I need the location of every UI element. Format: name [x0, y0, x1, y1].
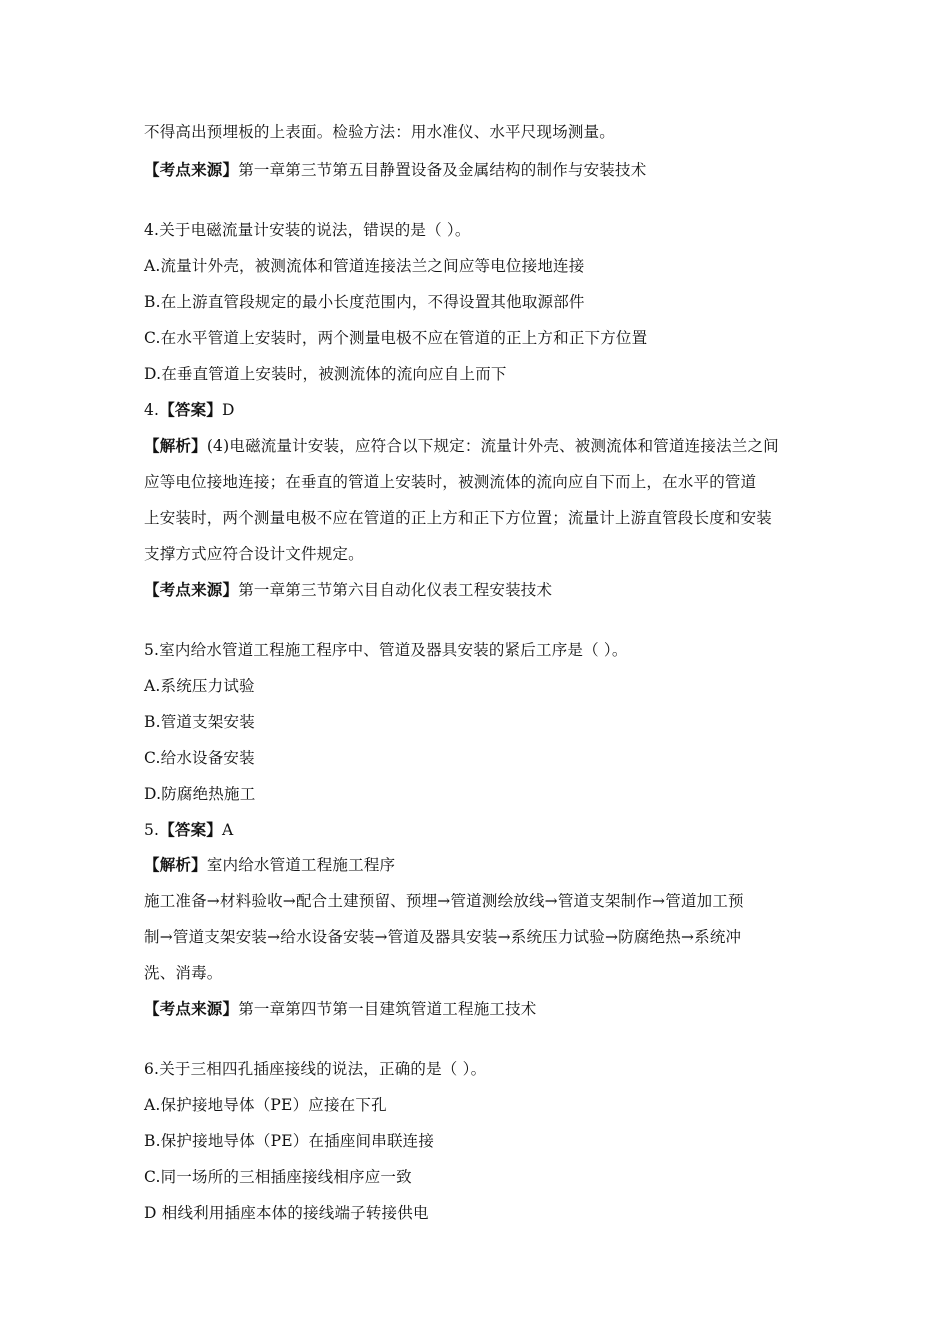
q5-analysis-line-3: 洗、消毒。 [144, 964, 223, 982]
q4-analysis-line-2: 应等电位接地连接；在垂直的管道上安装时，被测流体的流向应自下而上，在水平的管道 [144, 473, 757, 491]
q5-option-a: A.系统压力试验 [144, 677, 255, 695]
source-label: 【考点来源】 [144, 580, 239, 599]
source-label: 【考点来源】 [144, 999, 239, 1018]
analysis-text: (4)电磁流量计安装，应符合以下规定：流量计外壳、被测流体和管道连接法兰之间 [206, 437, 779, 455]
q4-option-d: D.在垂直管道上安装时，被测流体的流向应自上而下 [144, 365, 507, 383]
answer-prefix: 5. [144, 821, 160, 839]
q5-analysis-heading [144, 855, 395, 875]
q4-option-c: C.在水平管道上安装时，两个测量电极不应在管道的正上方和正下方位置 [144, 329, 648, 347]
analysis-title: 室内给水管道工程施工程序 [206, 856, 396, 874]
answer-label: 【答案】 [159, 820, 223, 839]
q4-stem: 4.关于电磁流量计安装的说法，错误的是（ ）。 [144, 221, 471, 239]
q5-analysis-line-1: 施工准备→材料验收→配合土建预留、预埋→管道测绘放线→管道支架制作→管道加工预 [144, 892, 744, 910]
q4-option-b: B.在上游直管段规定的最小长度范围内，不得设置其他取源部件 [144, 293, 585, 311]
q4-answer [144, 400, 235, 420]
q6-option-a: A.保护接地导体（PE）应接在下孔 [144, 1096, 387, 1114]
q5-option-b: B.管道支架安装 [144, 713, 255, 731]
q6-option-b: B.保护接地导体（PE）在插座间串联连接 [144, 1132, 435, 1150]
q5-analysis-line-2: 制→管道支架安装→给水设备安装→管道及器具安装→系统压力试验→防腐绝热→系统冲 [144, 928, 742, 946]
answer-label: 【答案】 [159, 400, 223, 419]
answer-value: A [222, 821, 234, 839]
fragment-source [144, 160, 646, 180]
q4-analysis-line-1 [144, 436, 779, 456]
analysis-label: 【解析】 [144, 855, 207, 874]
q5-stem: 5.室内给水管道工程施工程序中、管道及器具安装的紧后工序是（ ）。 [144, 641, 628, 659]
q4-analysis-line-4: 支撑方式应符合设计文件规定。 [144, 545, 364, 563]
q5-option-d: D.防腐绝热施工 [144, 785, 256, 803]
source-text: 第一章第四节第一目建筑管道工程施工技术 [238, 1000, 537, 1018]
source-label: 【考点来源】 [144, 160, 239, 179]
analysis-label: 【解析】 [144, 436, 207, 455]
q4-analysis-line-3: 上安装时，两个测量电极不应在管道的正上方和正下方位置；流量计上游直管段长度和安装 [144, 509, 773, 527]
source-text: 第一章第三节第五目静置设备及金属结构的制作与安装技术 [238, 161, 647, 179]
answer-value: D [222, 401, 235, 419]
q6-option-c: C.同一场所的三相插座接线相序应一致 [144, 1168, 412, 1186]
q6-stem: 6.关于三相四孔插座接线的说法，正确的是（ ）。 [144, 1060, 487, 1078]
q5-source [144, 999, 537, 1019]
q6-option-d: D 相线利用插座本体的接线端子转接供电 [144, 1204, 429, 1222]
q5-answer [144, 820, 233, 840]
answer-prefix: 4. [144, 401, 160, 419]
source-text: 第一章第三节第六目自动化仪表工程安装技术 [238, 581, 553, 599]
fragment-text: 不得高出预埋板的上表面。检验方法：用水准仪、水平尺现场测量。 [144, 123, 616, 141]
q5-option-c: C.给水设备安装 [144, 749, 255, 767]
q4-option-a: A.流量计外壳，被测流体和管道连接法兰之间应等电位接地连接 [144, 257, 585, 275]
q4-source [144, 580, 552, 600]
